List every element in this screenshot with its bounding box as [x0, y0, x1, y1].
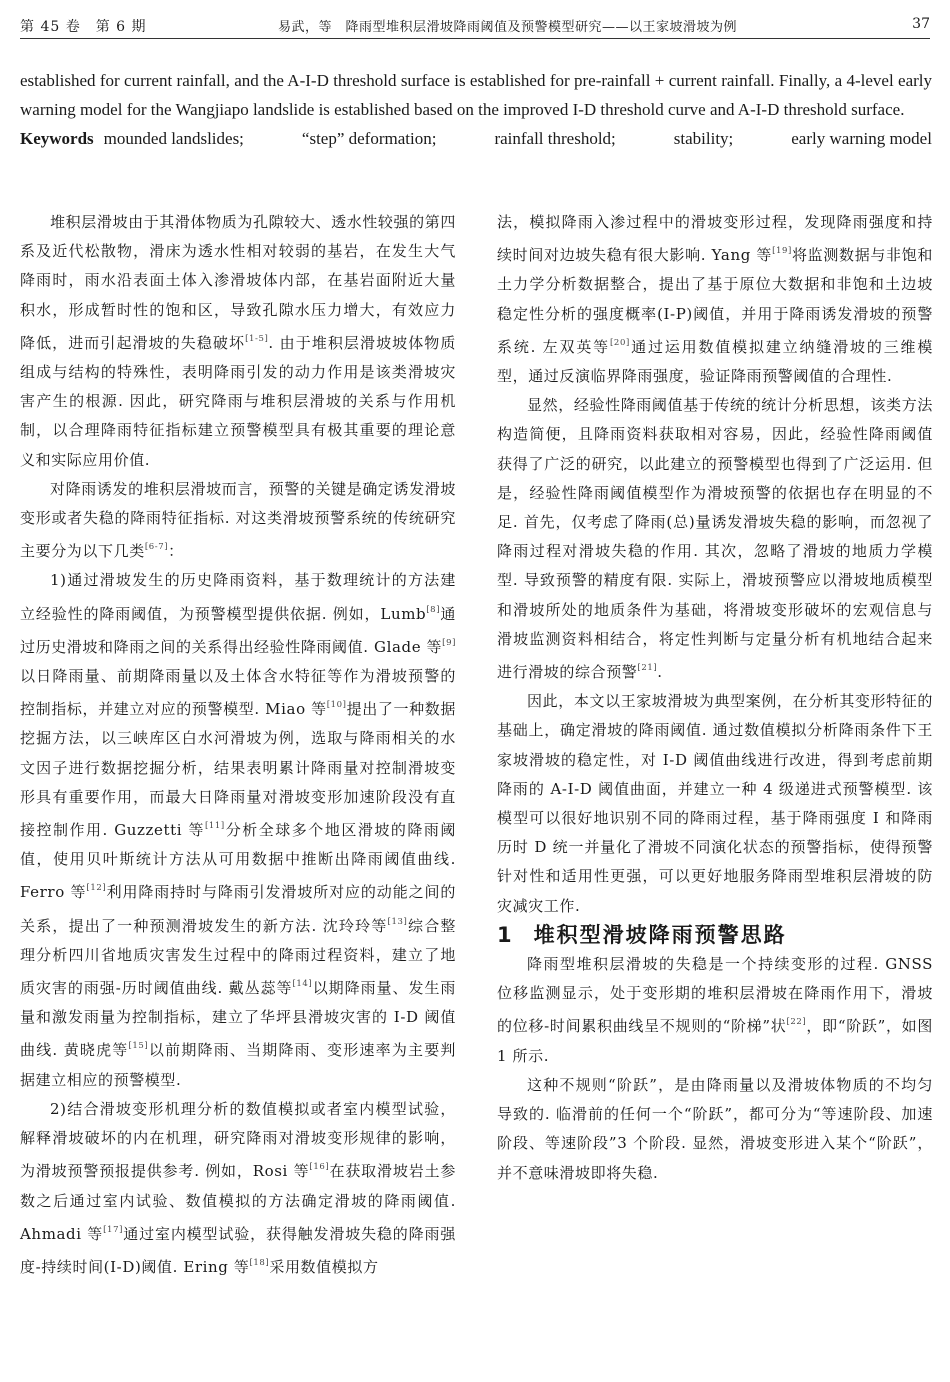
- paragraph: 因此，本文以王家坡滑坡为典型案例，在分析其变形特征的基础上，确定滑坡的降雨阈值. 通过数值模拟分析降雨条件下王家坡滑坡的稳定性，对 I-D 阈值曲线进行改进，得到考虑前期降雨的 A-I-D 阈值曲面，并建立一种 4 级递进式预警模型. 该模型可以很好地识别不同的降雨过程，基于降雨强度 I 和降雨历时 D 统一并量化了滑坡不同演化状态的预警指标，使得预警针对性和适用性更强，可以更好地服务降雨型堆积层滑坡的防灾减灾工作.: [497, 692, 933, 915]
- paragraph: 1)通过滑坡发生的历史降雨资料，基于数理统计的方法建立经验性的降雨阈值，为预警模型提供依据. 例如，Lumb[8]通过历史滑坡和降雨之间的关系得出经验性降雨阈值. Glade 等[9]以日降雨量、前期降雨量以及土体含水特征等作为滑坡预警的控制指标，并建立对应的预警模型. Miao 等[10]提出了一种数据挖掘方法，以三峡库区白水河滑坡为例，选取与降雨相关的水文因子进行数据挖掘分析，结果表明累计降雨量对控制滑坡变形具有重要作用，而最大日降雨量对滑坡变形加速阶段没有直接控制作用. Guzzetti 等[11]分析全球多个地区滑坡的降雨阈值，使用贝叶斯统计方法从可用数据中推断出降雨阈值曲线. Ferro 等[12]利用降雨持时与降雨引发滑坡所对应的动能之间的关系，提出了一种预测滑坡发生的新方法. 沈玲玲等[13]综合整理分析四川省地质灾害发生过程中的降雨过程资料，建立了地质灾害的雨强-历时阈值曲线. 戴丛蕊等[14]以期降雨量、发生雨量和激发雨量为控制指标，建立了华坪县滑坡灾害的 I-D 阈值曲线. 黄晓虎等[15]以前期降雨、当期降雨、变形速率为主要判据建立相应的预警模型.: [20, 571, 457, 1089]
- citation: [10]: [326, 700, 347, 711]
- paragraph: 法，模拟降雨入渗过程中的滑坡变形过程，发现降雨强度和持续时间对边坡失稳有很大影响. Yang 等[19]将监测数据与非饱和土力学分析数据整合，提出了基于原位大数据和非饱和土边坡稳定性分析的强度概率(I-P)阈值，并用于降雨诱发滑坡的预警系统. 左双英等[20]通过运用数值模拟建立纳缝滑坡的三维模型，通过反演临界降雨强度，验证降雨预警阈值的合理性.: [497, 213, 933, 386]
- citation: [17]: [103, 1224, 123, 1235]
- paragraph: 显然，经验性降雨阈值基于传统的统计分析思想，该类方法构造简便，且降雨资料获取相对容易，因此，经验性降雨阈值获得了广泛的研究，以此建立的预警模型也得到了广泛运用. 但是，经验性降雨阈值模型作为滑坡预警的依据也存在明显的不足. 首先，仅考虑了降雨(总)量诱发滑坡失稳的影响，而忽视了降雨过程对滑坡失稳的作用. 其次，忽略了滑坡的地质力学模型. 导致预警的精度有限. 实际上，滑坡预警应以滑坡地质模型和滑坡所处的地质条件为基础，将滑坡变形破坏的宏观信息与滑坡监测资料相结合，将定性判断与定量分析有机地结合起来进行滑坡的综合预警[21].: [497, 396, 933, 682]
- keyword: “step” deformation;: [301, 129, 437, 148]
- citation: [15]: [128, 1041, 149, 1052]
- citation: [21]: [637, 663, 658, 674]
- page-number: 37: [912, 16, 930, 32]
- citation: [1-5]: [245, 333, 269, 344]
- journal-volume-issue: 第 45 卷 第 6 期: [20, 19, 147, 35]
- citation: [16]: [309, 1162, 330, 1173]
- right-column: [497, 208, 933, 1188]
- keywords-label: Keywords: [20, 129, 94, 148]
- paragraph: 对降雨诱发的堆积层滑坡而言，预警的关键是确定诱发滑坡变形或者失稳的降雨特征指标. 对这类滑坡预警系统的传统研究主要分为以下几类[6-7]：: [20, 479, 456, 561]
- section-title: 堆积型滑坡降雨预警思路: [533, 922, 787, 947]
- citation: [11]: [204, 821, 225, 832]
- citation: [9]: [442, 637, 456, 648]
- citation: [22]: [786, 1017, 807, 1028]
- keywords-line: [20, 124, 932, 153]
- running-title: 易武，等 降雨型堆积层滑坡降雨阈值及预警模型研究——以王家坡滑坡为例: [278, 20, 738, 35]
- citation: [8]: [426, 604, 441, 615]
- keyword: early warning model: [791, 129, 932, 148]
- running-header: [20, 12, 930, 39]
- left-column: [20, 208, 456, 1282]
- citation: [6-7]: [144, 542, 169, 553]
- paragraph: 降雨型堆积层滑坡的失稳是一个持续变形的过程. GNSS 位移监测显示，处于变形期的堆积层滑坡在降雨作用下，滑坡的位移-时间累积曲线呈不规则的“阶梯”状[22]，即“阶跃”，如图 1 所示.: [497, 955, 933, 1065]
- citation: [12]: [86, 883, 107, 894]
- paragraph: 2)结合滑坡变形机理分析的数值模拟或者室内模型试验，解释滑坡破坏的内在机理，研究降雨对滑坡变形规律的影响，为滑坡预警预报提供参考. 例如，Rosi 等[16]在获取滑坡岩土参数之后通过室内试验、数值模拟的方法确定滑坡的降雨阈值. Ahmadi 等[17]通过室内模型试验，获得触发滑坡失稳的降雨强度-持续时间(I-D)阈值. Ering 等[18]采用数值模拟方: [20, 1099, 456, 1276]
- keyword: rainfall threshold;: [494, 129, 616, 148]
- section-number: 1: [497, 922, 514, 947]
- citation: [14]: [292, 979, 313, 990]
- citation: [20]: [610, 337, 630, 348]
- citation: [19]: [772, 246, 792, 257]
- abstract-text: established for current rainfall, and the A-I-D threshold surface is established for pre-rainfall + current rainfall. Finally, a 4-level early warning model for the Wangjiapo landslide is established based on the improved I-D threshold curve and A-I-D threshold surface.: [20, 71, 932, 119]
- paragraph: 这种不规则“阶跃”，是由降雨量以及滑坡体物质的不均匀导致的. 临滑前的任何一个“阶跃”，都可分为“等速阶段、加速阶段、等速阶段”3 个阶段. 显然，滑坡变形进入某个“阶跃”，并不意味滑坡即将失稳.: [497, 1075, 933, 1182]
- english-abstract: [20, 66, 932, 153]
- paragraph: 堆积层滑坡由于其滑体物质为孔隙较大、透水性较强的第四系及近代松散物，滑床为透水性相对较弱的基岩，在发生大气降雨时，雨水沿表面土体入渗滑坡体内部，在基岩面附近大量积水，形成暂时性的饱和区，导致孔隙水压力增大，有效应力降低，进而引起滑坡的失稳破坏[1-5]. 由于堆积层滑坡坡体物质组成与结构的特殊性，表明降雨引发的动力作用是该类滑坡灾害产生的根源. 因此，研究降雨与堆积层滑坡的关系与作用机制，以合理降雨特征指标建立预警模型具有极其重要的理论意义和实际应用价值.: [20, 213, 456, 469]
- section-heading: [497, 921, 933, 950]
- keyword: stability;: [673, 129, 734, 148]
- citation: [18]: [249, 1257, 270, 1268]
- citation: [13]: [387, 916, 408, 927]
- keyword: mounded landslides;: [103, 129, 244, 148]
